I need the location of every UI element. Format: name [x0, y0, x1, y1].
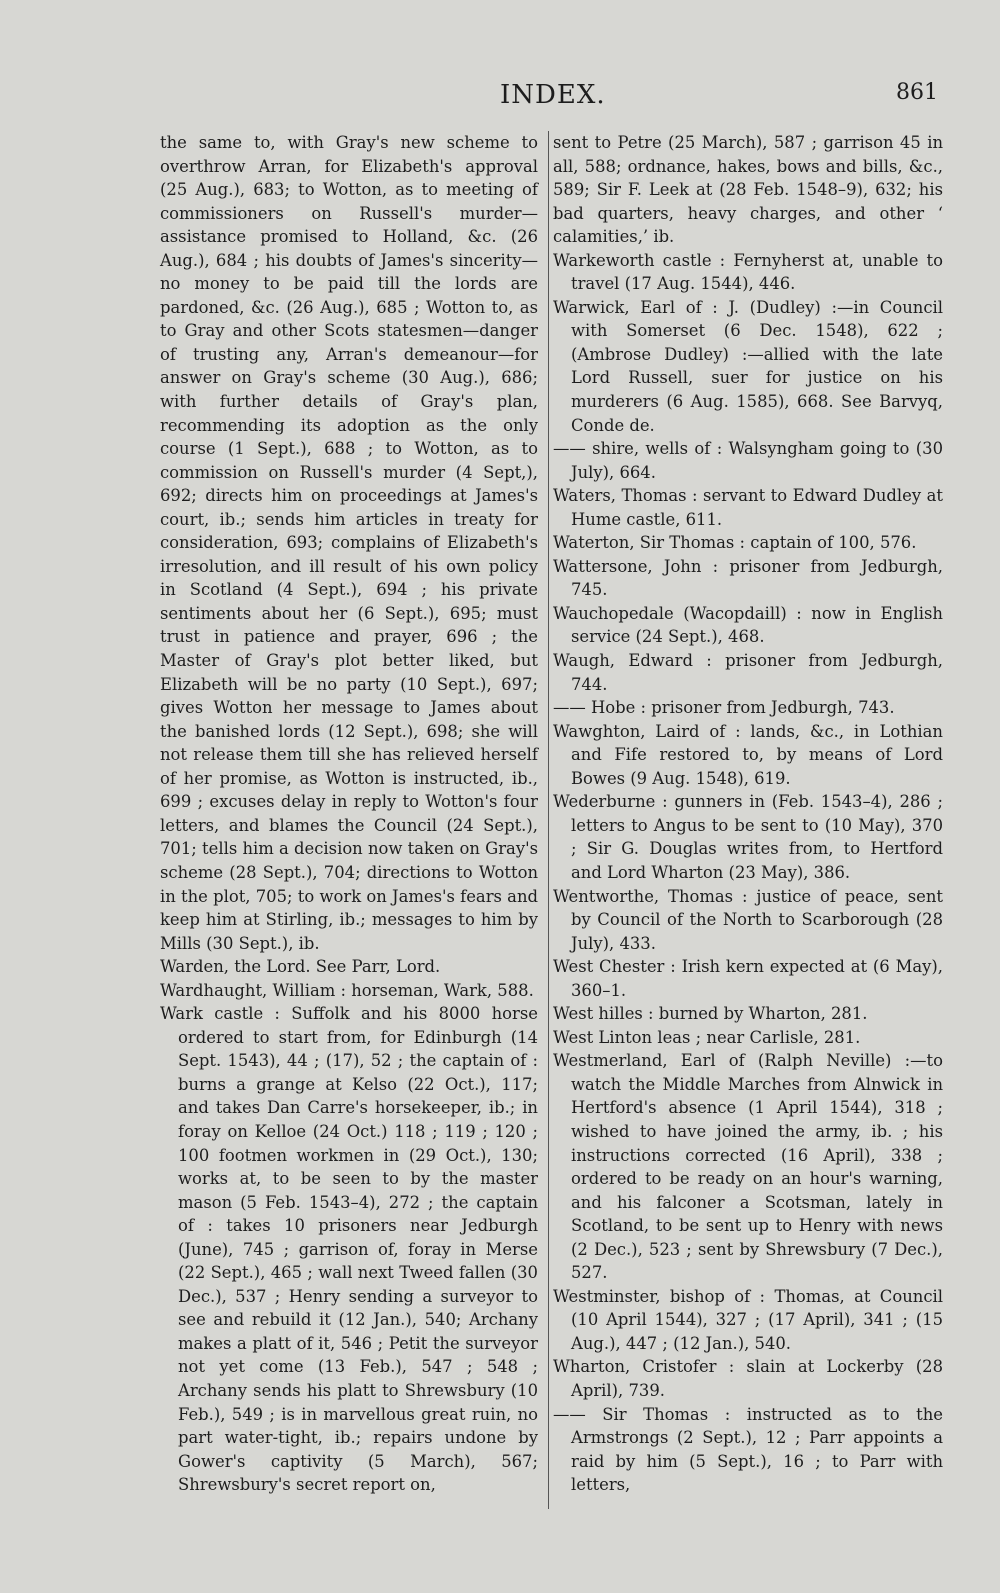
index-entry: Westminster, bishop of : Thomas, at Council (10 April 1544), 327 ; (17 April), 341 ; (15 Aug.), 447 ; (12 Jan.), 540. — [553, 1286, 943, 1353]
left-column — [160, 131, 538, 1497]
index-entry: —— shire, wells of : Walsyngham going to (30 July), 664. — [553, 439, 943, 482]
index-entry: Waters, Thomas : servant to Edward Dudley at Hume castle, 611. — [553, 486, 943, 529]
index-entry: Warden, the Lord. See Parr, Lord. — [160, 957, 441, 977]
index-entry: Warwick, Earl of : J. (Dudley) :—in Council with Somerset (6 Dec. 1548), 622 ; (Ambrose Dudley) :—allied with the late Lord Russell, suer for justice on his murderers (6 Aug. 1585), 668. See Barvyq, Conde de. — [553, 297, 943, 435]
index-entry: —— Sir Thomas : instructed as to the Armstrongs (2 Sept.), 12 ; Parr appoints a raid by him (5 Sept.), 16 ; to Parr with letters, — [553, 1404, 943, 1495]
page-title: INDEX. — [500, 80, 606, 110]
index-entry: Wattersone, John : prisoner from Jedburgh, 745. — [553, 556, 943, 600]
index-entry: Wark castle : Suffolk and his 8000 horse ordered to start from, for Edinburgh (14 Sept. 1543), 44 ; (17), 52 ; the captain of : burns a grange at Kelso (22 Oct.), 117; and takes Dan Carre's horsekeeper, ib.; in foray on Kelloe (24 Oct.) 118 ; 119 ; 120 ; 100 footmen workmen in (29 Oct.), 130; works at, to be seen to by the master mason (5 Feb. 1543–4), 272 ; the captain of : takes 10 prisoners near Jedburgh (June), 745 ; garrison of, foray in Merse (22 Sept.), 465 ; wall next Tweed fallen (30 Dec.), 537 ; Henry sending a surveyor to see and rebuild it (12 Jan.), 540; Archany makes a platt of it, 546 ; Petit the surveyor not yet come (13 Feb.), 547 ; 548 ; Archany sends his platt to Shrewsbury (10 Feb.), 549 ; is in marvellous great ruin, no part water-tight, ib.; repairs undone by Gower's captivity (5 March), 567; Shrewsbury's secret report on, — [160, 1004, 538, 1495]
index-entry: —— Hobe : prisoner from Jedburgh, 743. — [553, 698, 895, 718]
index-entry: West Chester : Irish kern expected at (6 May), 360–1. — [553, 957, 943, 1000]
index-entry-continuation: the same to, with Gray's new scheme to overthrow Arran, for Elizabeth's approval (25 Aug.), 683; to Wotton, as to meeting of commissioners on Russell's murder—assistance promised to Holland, &c. (26 Aug.), 684 ; his doubts of James's sincerity—no money to be paid till the lords are pardoned, &c. (26 Aug.), 685 ; Wotton to, as to Gray and other Scots statesmen—danger of trusting any, Arran's demeanour—for answer on Gray's scheme (30 Aug.), 686; with further details of Gray's plan, recommending its adoption as the only course (1 Sept.), 688 ; to Wotton, as to commission on Russell's murder (4 Sept,), 692; directs him on proceedings at James's court, ib.; sends him articles in treaty for consideration, 693; complains of Elizabeth's irresolution, and ill result of his own policy in Scotland (4 Sept.), 694 ; his private sentiments about her (6 Sept.), 695; must trust in patience and prayer, 696 ; the Master of Gray's plot better liked, but Elizabeth will be no party (10 Sept.), 697; gives Wotton her message to James about the banished lords (12 Sept.), 698; she will not release them till she has relieved herself of her promise, as Wotton is instructed, ib., 699 ; excuses delay in reply to Wotton's four letters, and blames the Council (24 Sept.), 701; tells him a decision now taken on Gray's scheme (28 Sept.), 704; directions to Wotton in the plot, 705; to work on James's fears and keep him at Stirling, ib.; messages to him by Mills (30 Sept.), ib. — [160, 133, 538, 953]
index-entry: Wharton, Cristofer : slain at Lockerby (28 April), 739. — [553, 1357, 943, 1400]
index-entry: Warkeworth castle : Fernyherst at, unable to travel (17 Aug. 1544), 446. — [553, 250, 943, 294]
index-entry: Wawghton, Laird of : lands, &c., in Lothian and Fife restored to, by means of Lord Bowes (9 Aug. 1548), 619. — [553, 721, 943, 788]
index-entry: Wauchopedale (Wacopdaill) : now in English service (24 Sept.), 468. — [553, 603, 943, 647]
column-divider — [548, 131, 549, 1509]
index-entry: Wederburne : gunners in (Feb. 1543–4), 286 ; letters to Angus to be sent to (10 May), 370 ; Sir G. Douglas writes from, to Hertford and Lord Wharton (23 May), 386. — [553, 792, 943, 882]
index-entry: West Linton leas ; near Carlisle, 281. — [553, 1027, 861, 1047]
index-entry: Waterton, Sir Thomas : captain of 100, 576. — [553, 533, 917, 553]
page-number: 861 — [896, 80, 938, 105]
index-entry-continuation: sent to Petre (25 March), 587 ; garrison 45 in all, 588; ordnance, hakes, bows and bills, &c., 589; Sir F. Leek at (28 Feb. 1548–9), 632; his bad quarters, heavy charges, and other ‘ calamities,’ ib. — [553, 133, 943, 247]
page-header — [0, 80, 1000, 120]
index-entry: Wentworthe, Thomas : justice of peace, sent by Council of the North to Scarborough (28 July), 433. — [553, 886, 943, 953]
index-entry: West hilles : burned by Wharton, 281. — [553, 1004, 868, 1024]
right-column — [553, 131, 943, 1497]
index-entry: Westmerland, Earl of (Ralph Neville) :—to watch the Middle Marches from Alnwick in Hertford's absence (1 April 1544), 318 ; wished to have joined the army, ib. ; his instructions corrected (16 April), 338 ; ordered to be ready on an hour's warning, and his falconer a Scotsman, lately in Scotland, to be sent up to Henry with news (2 Dec.), 523 ; sent by Shrewsbury (7 Dec.), 527. — [553, 1051, 943, 1283]
index-entry: Wardhaught, William : horseman, Wark, 588. — [160, 980, 534, 1000]
index-entry: Waugh, Edward : prisoner from Jedburgh, 744. — [553, 651, 943, 694]
